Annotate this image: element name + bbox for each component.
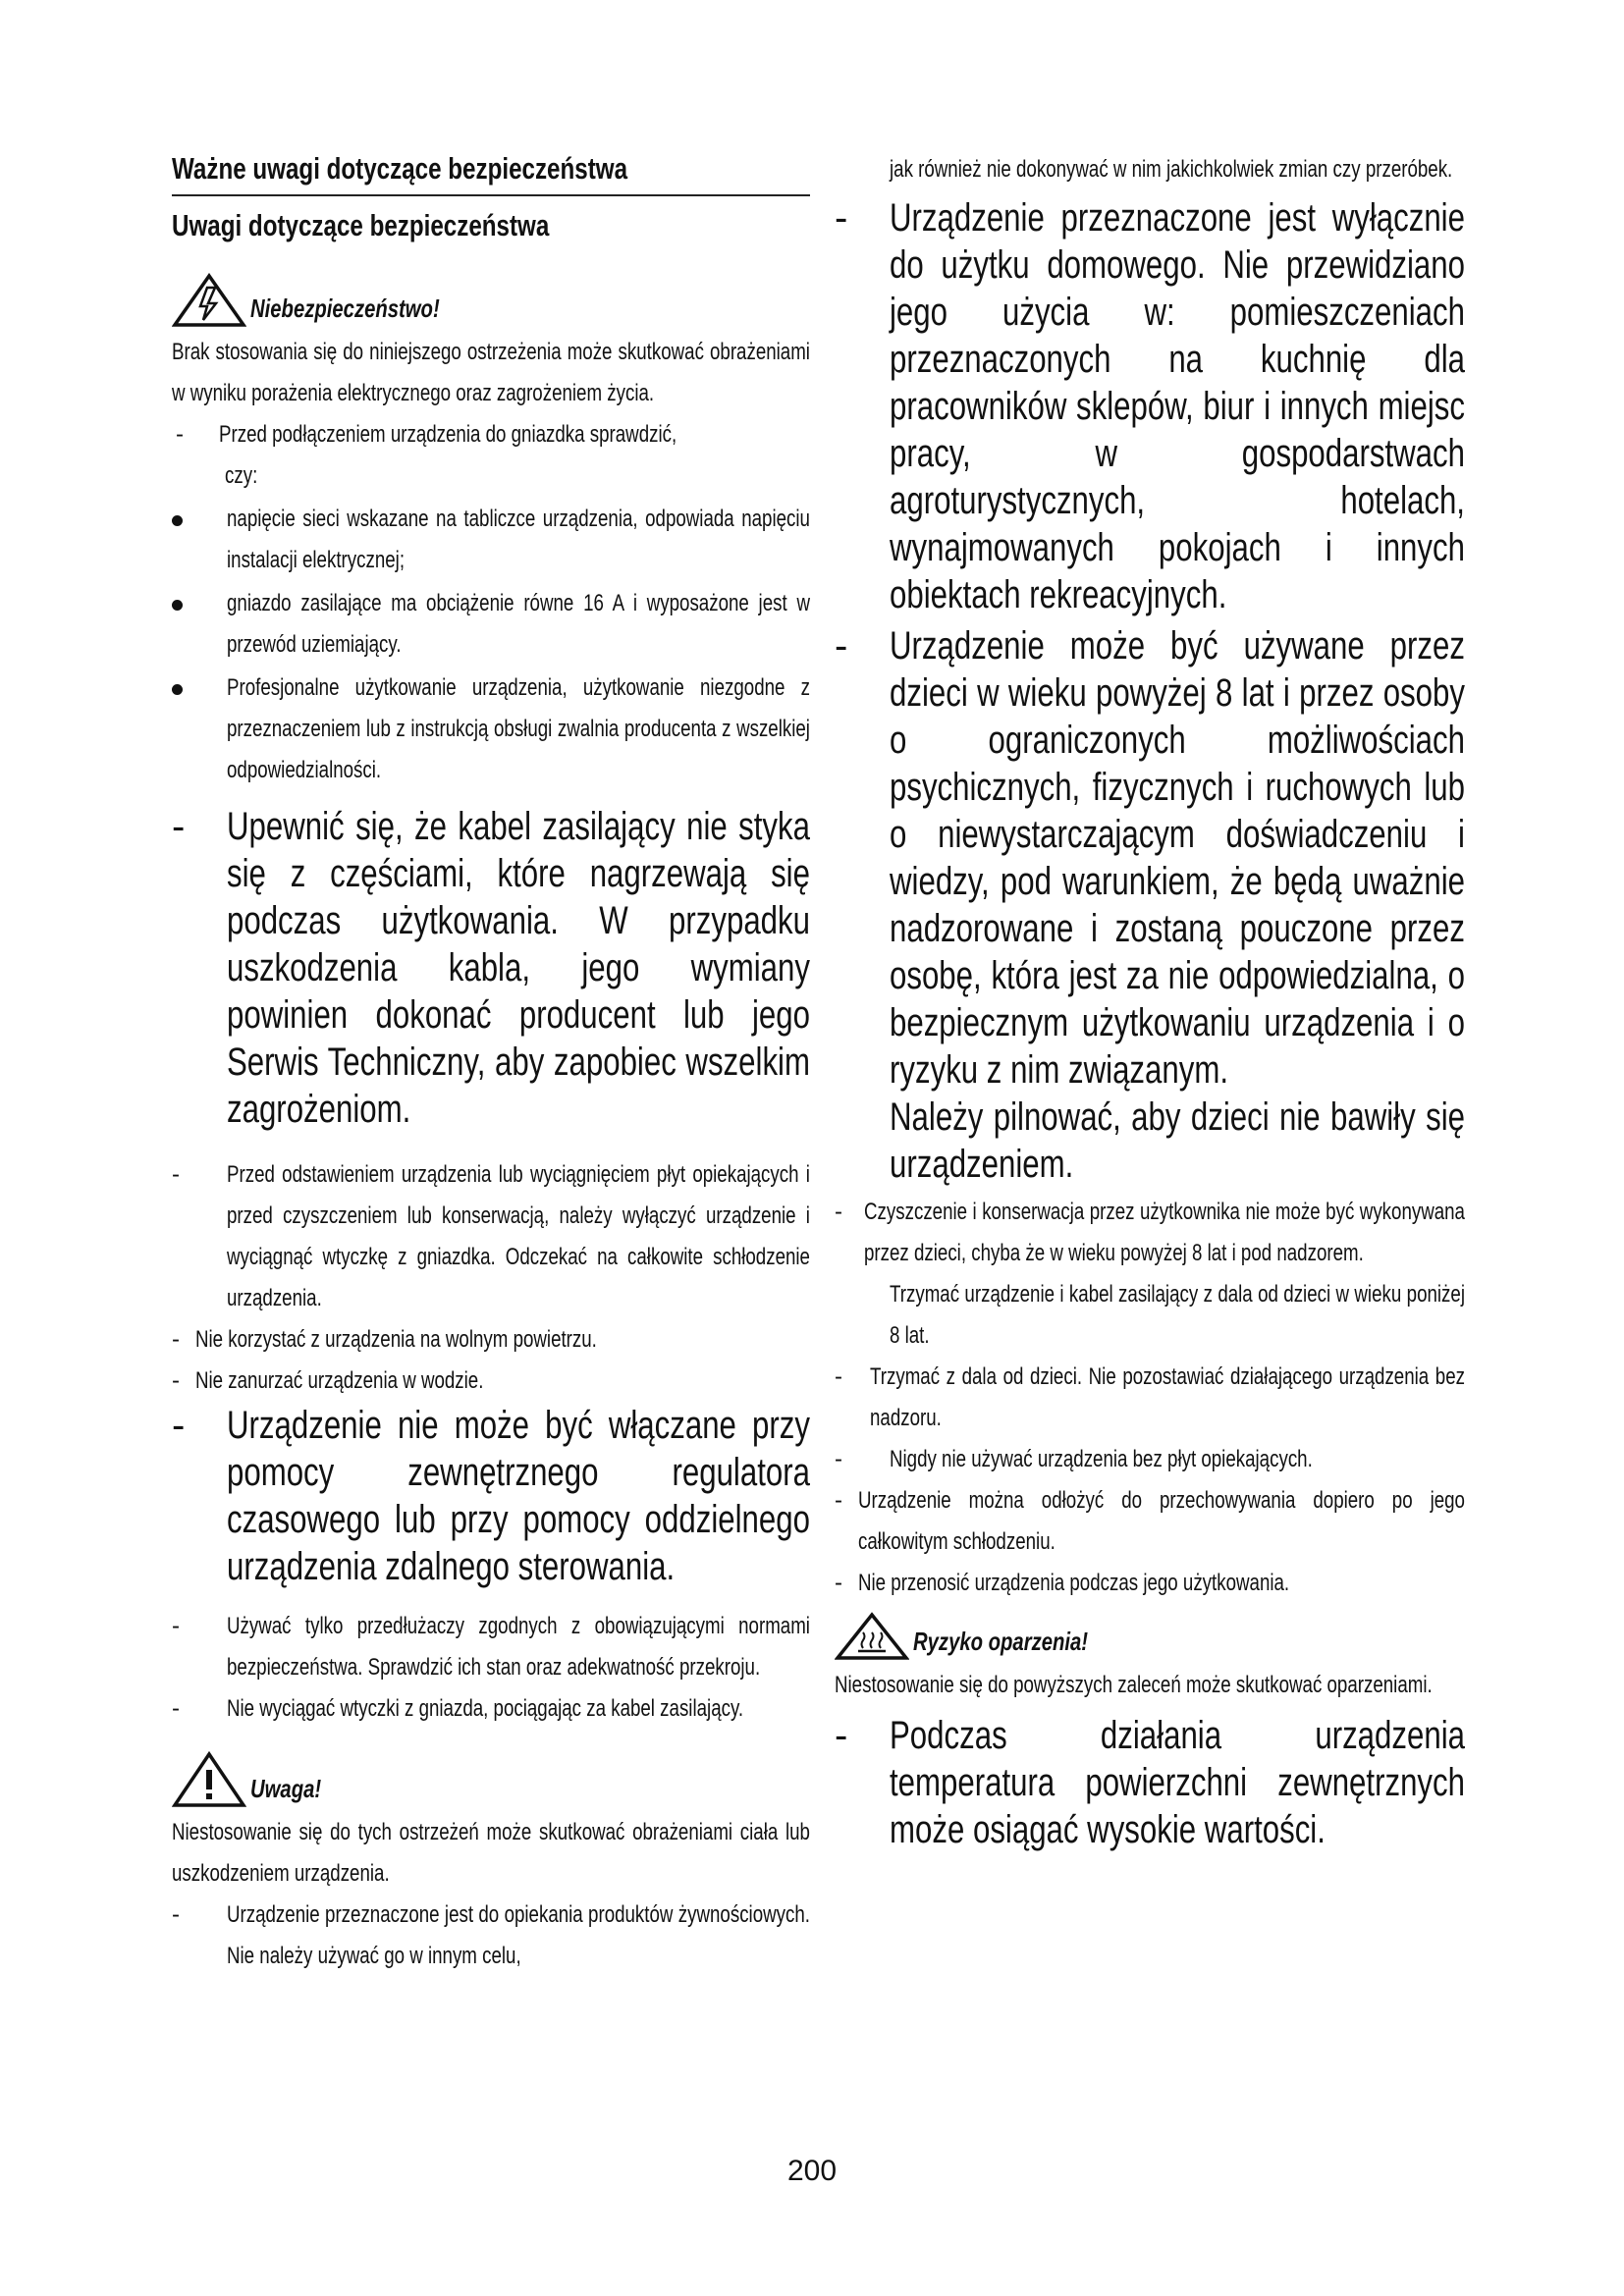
cable-warning-text: Upewnić się, że kabel zasilający nie styka się z częściami, które nagrzewają się podczas użytkowania. W przypadku uszkodzenia kabla, jego wymiany powinien dokonać producent lub jego Serwis Techniczny, aby zapobiec wszelkim zagrożeniom. bbox=[227, 805, 810, 1131]
danger-warning-header bbox=[172, 273, 810, 328]
burn-label: Ryzyko oparzenia! bbox=[913, 1627, 1089, 1656]
section-title: Ważne uwagi dotyczące bezpieczeństwa bbox=[172, 151, 810, 196]
bullet-dot bbox=[172, 515, 183, 526]
children-warning bbox=[835, 622, 1465, 1188]
check-item bbox=[172, 414, 810, 497]
household-warning bbox=[835, 194, 1465, 618]
unattended-item bbox=[835, 1357, 1465, 1439]
list-dash: - bbox=[172, 1695, 180, 1722]
list-dash: - bbox=[172, 1613, 180, 1639]
food-item bbox=[172, 1895, 810, 1977]
moving-text: Nie przenosić urządzenia podczas jego użytkowania. bbox=[858, 1570, 1290, 1596]
storage-text: Urządzenie można odłożyć do przechowywania dopiero po jego całkowitym schłodzeniu. bbox=[858, 1487, 1465, 1555]
section-subtitle: Uwagi dotyczące bezpieczeństwa bbox=[172, 208, 550, 242]
caution-warning-header bbox=[172, 1751, 810, 1808]
storage-item bbox=[835, 1480, 1465, 1563]
timer-warning bbox=[172, 1402, 810, 1590]
list-dash: - bbox=[835, 1363, 842, 1390]
bullet-item-voltage bbox=[172, 499, 810, 581]
children-cleaning-item bbox=[835, 1192, 1465, 1357]
plates-item bbox=[835, 1439, 1465, 1480]
bullet-text: gniazdo zasilające ma obciążenie równe 16 A i wyposażone jest w przewód uziemiający. bbox=[227, 590, 810, 658]
list-dash: - bbox=[172, 1901, 180, 1928]
list-dash: - bbox=[835, 1714, 848, 1757]
caution-label: Uwaga! bbox=[250, 1774, 322, 1803]
timer-warning-text: Urządzenie nie może być włączane przy pomocy zewnętrznego regulatora czasowego lub przy pomocy oddzielnego urządzenia zdalnego sterowania. bbox=[227, 1404, 810, 1588]
water-item bbox=[172, 1361, 810, 1402]
cable-warning bbox=[172, 803, 810, 1133]
unattended-text: Trzymać z dala od dzieci. Nie pozostawiać działającego urządzenia bez nadzoru. bbox=[870, 1363, 1465, 1431]
list-dash: - bbox=[172, 805, 186, 848]
surface-warning-text: Podczas działania urządzenia temperatura powierzchni zewnętrznych może osiągać wysokie wartości. bbox=[890, 1714, 1465, 1851]
exclamation-icon bbox=[172, 1751, 246, 1808]
bullet-dot bbox=[172, 684, 183, 695]
children-cleaning-text: Czyszczenie i konserwacja przez użytkownika nie może być wykonywana przez dzieci, chyba że w wieku powyżej 8 lat i pod nadzorem. bbox=[864, 1199, 1465, 1266]
list-dash: - bbox=[172, 1161, 180, 1188]
right-column bbox=[835, 149, 1465, 1853]
bullet-text: Profesjonalne użytkowanie urządzenia, użytkowanie niezgodne z przeznaczeniem lub z instrukcją obsługi zwalnia producenta z wszelkiej odpowiedzialności. bbox=[227, 674, 810, 783]
surface-warning bbox=[835, 1712, 1465, 1853]
cleaning-item bbox=[172, 1154, 810, 1319]
bullet-text: napięcie sieci wskazane na tabliczce urządzenia, odpowiada napięciu instalacji elektrycznej; bbox=[227, 506, 810, 573]
check-line-1: Przed podłączeniem urządzenia do gniazdka sprawdzić, bbox=[219, 421, 677, 448]
list-dash: - bbox=[172, 1367, 180, 1394]
list-dash: - bbox=[172, 1404, 186, 1447]
extension-item bbox=[172, 1606, 810, 1688]
burn-intro: Niestosowanie się do powyższych zaleceń może skutkować oparzeniami. bbox=[835, 1672, 1433, 1698]
electric-shock-icon bbox=[172, 273, 246, 328]
danger-label: Niebezpieczeństwo! bbox=[250, 294, 440, 323]
list-dash: - bbox=[835, 1446, 842, 1472]
burn-warning-header bbox=[835, 1612, 1465, 1661]
list-dash: - bbox=[176, 421, 184, 448]
list-dash: - bbox=[835, 1199, 842, 1225]
hot-surface-icon bbox=[835, 1612, 909, 1661]
list-dash: - bbox=[172, 1326, 180, 1353]
children-keep-text: Trzymać urządzenie i kabel zasilający z dala od dzieci w wieku poniżej 8 lat. bbox=[890, 1281, 1465, 1349]
extension-text: Używać tylko przedłużaczy zgodnych z obowiązującymi normami bezpieczeństwa. Sprawdzić ich stan oraz adekwatność przekroju. bbox=[227, 1613, 810, 1681]
danger-intro: Brak stosowania się do niniejszego ostrzeżenia może skutkować obrażeniami w wyniku porażenia elektrycznego oraz zagrożeniem życia. bbox=[172, 339, 810, 406]
water-text: Nie zanurzać urządzenia w wodzie. bbox=[195, 1367, 484, 1394]
list-dash: - bbox=[835, 1487, 842, 1514]
plug-item bbox=[172, 1688, 810, 1730]
caution-intro: Niestosowanie się do tych ostrzeżeń może skutkować obrażeniami ciała lub uszkodzeniem urządzenia. bbox=[172, 1819, 810, 1887]
outdoor-text: Nie korzystać z urządzenia na wolnym powietrzu. bbox=[195, 1326, 597, 1353]
outdoor-item bbox=[172, 1319, 810, 1361]
left-column bbox=[172, 145, 810, 1977]
bullet-item-professional bbox=[172, 667, 810, 791]
list-dash: - bbox=[835, 196, 848, 240]
list-dash: - bbox=[835, 624, 848, 667]
list-dash: - bbox=[835, 1570, 842, 1596]
plates-text: Nigdy nie używać urządzenia bez płyt opiekających. bbox=[890, 1446, 1313, 1472]
check-line-2: czy: bbox=[225, 462, 258, 489]
food-continuation: jak również nie dokonywać w nim jakichkolwiek zmian czy przeróbek. bbox=[890, 156, 1453, 183]
moving-item bbox=[835, 1563, 1465, 1604]
plug-text: Nie wyciągać wtyczki z gniazda, pociągając za kabel zasilający. bbox=[227, 1695, 744, 1722]
cleaning-text: Przed odstawieniem urządzenia lub wyciągnięciem płyt opiekających i przed czyszczeniem lub konserwacją, należy wyłączyć urządzenie i wyciągnąć wtyczkę z gniazdka. Odczekać na całkowite schłodzenie urządzenia. bbox=[227, 1161, 810, 1311]
page-number: 200 bbox=[786, 2155, 838, 2187]
children-play-text: Należy pilnować, aby dzieci nie bawiły się urządzeniem. bbox=[890, 1095, 1465, 1186]
children-warning-text: Urządzenie może być używane przez dzieci w wieku powyżej 8 lat i przez osoby o ograniczonych możliwościach psychicznych, fizycznych i ruchowych lub o niewystarczającym doświadczeniu i wiedzy, pod warunkiem, że będą uważnie nadzorowane i zostaną pouczone przez osobę, która jest za nie odpowiedzialna, o bezpiecznym użytkowaniu urządzenia i o ryzyku z nim związanym. bbox=[890, 624, 1465, 1092]
household-warning-text: Urządzenie przeznaczone jest wyłącznie do użytku domowego. Nie przewidziano jego użycia w: pomieszczeniach przeznaczonych na kuchnię dla pracowników sklepów, biur i innych miejsc pracy, w gospodarstwach agroturystycznych, hotelach, wynajmowanych pokojach i innych obiektach rekreacyjnych. bbox=[890, 196, 1465, 616]
bullet-dot bbox=[172, 600, 183, 611]
food-text: Urządzenie przeznaczone jest do opiekania produktów żywnościowych. Nie należy używać go w innym celu, bbox=[227, 1901, 810, 1969]
bullet-item-socket bbox=[172, 583, 810, 666]
